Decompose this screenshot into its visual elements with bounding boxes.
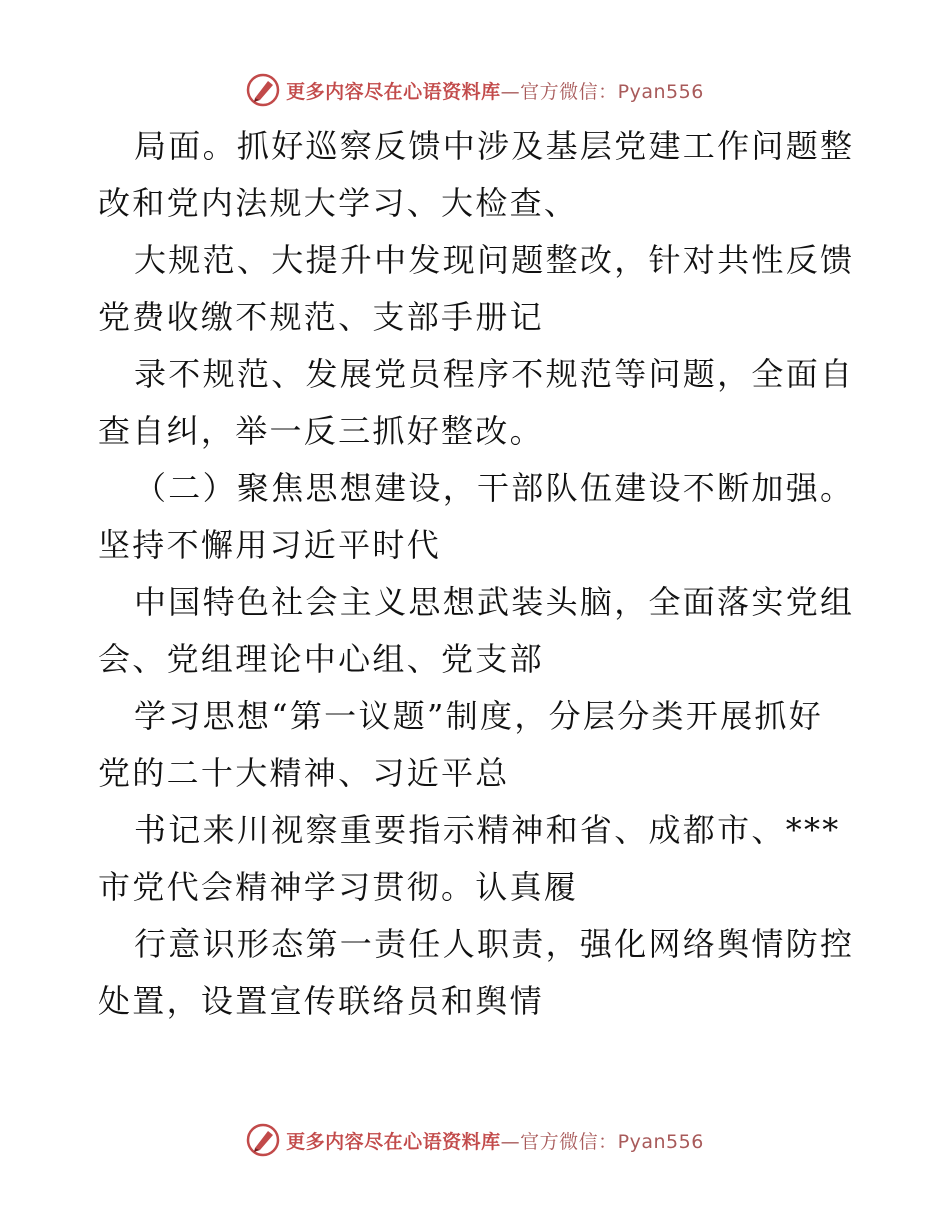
watermark-site-name: 更多内容尽在心语资料库 <box>286 1130 501 1153</box>
pen-nib-circle-icon <box>246 1123 280 1157</box>
footer-watermark <box>0 1120 950 1160</box>
text-line: 大规范、大提升中发现问题整改，针对共性反馈 <box>134 241 855 279</box>
text-line: 局面。抓好巡察反馈中涉及基层党建工作问题整 <box>134 127 855 165</box>
text-line: 查自纠，举一反三抓好整改。 <box>98 412 544 450</box>
text-line: 中国特色社会主义思想武装头脑，全面落实党组 <box>134 583 855 621</box>
text-line: 处置，设置宣传联络员和舆情 <box>98 982 544 1020</box>
header-watermark <box>0 70 950 110</box>
pen-nib-circle-icon <box>246 73 280 107</box>
watermark-wechat: 官方微信：Pyan556 <box>520 1130 704 1153</box>
text-line: 书记来川视察重要指示精神和省、成都市、*** <box>134 811 841 849</box>
watermark-wechat: 官方微信：Pyan556 <box>520 80 704 103</box>
watermark-dash: — <box>500 80 521 103</box>
watermark-text <box>286 1127 704 1154</box>
text-line: 录不规范、发展党员程序不规范等问题，全面自 <box>134 355 855 393</box>
text-line: 坚持不懈用习近平时代 <box>98 526 442 564</box>
document-body <box>98 118 858 1030</box>
watermark-site-name: 更多内容尽在心语资料库 <box>286 80 501 103</box>
text-line: 市党代会精神学习贯彻。认真履 <box>98 868 579 906</box>
watermark-text <box>286 77 704 104</box>
text-line: 学习思想“第一议题”制度，分层分类开展抓好 <box>134 697 824 735</box>
text-line: 党的二十大精神、习近平总 <box>98 754 510 792</box>
text-line: （二）聚焦思想建设，干部队伍建设不断加强。 <box>134 469 855 507</box>
text-line: 党费收缴不规范、支部手册记 <box>98 298 544 336</box>
watermark-dash: — <box>500 1130 521 1153</box>
text-line: 行意识形态第一责任人职责，强化网络舆情防控 <box>134 925 855 963</box>
text-line: 改和党内法规大学习、大检查、 <box>98 184 579 222</box>
text-line: 会、党组理论中心组、党支部 <box>98 640 544 678</box>
